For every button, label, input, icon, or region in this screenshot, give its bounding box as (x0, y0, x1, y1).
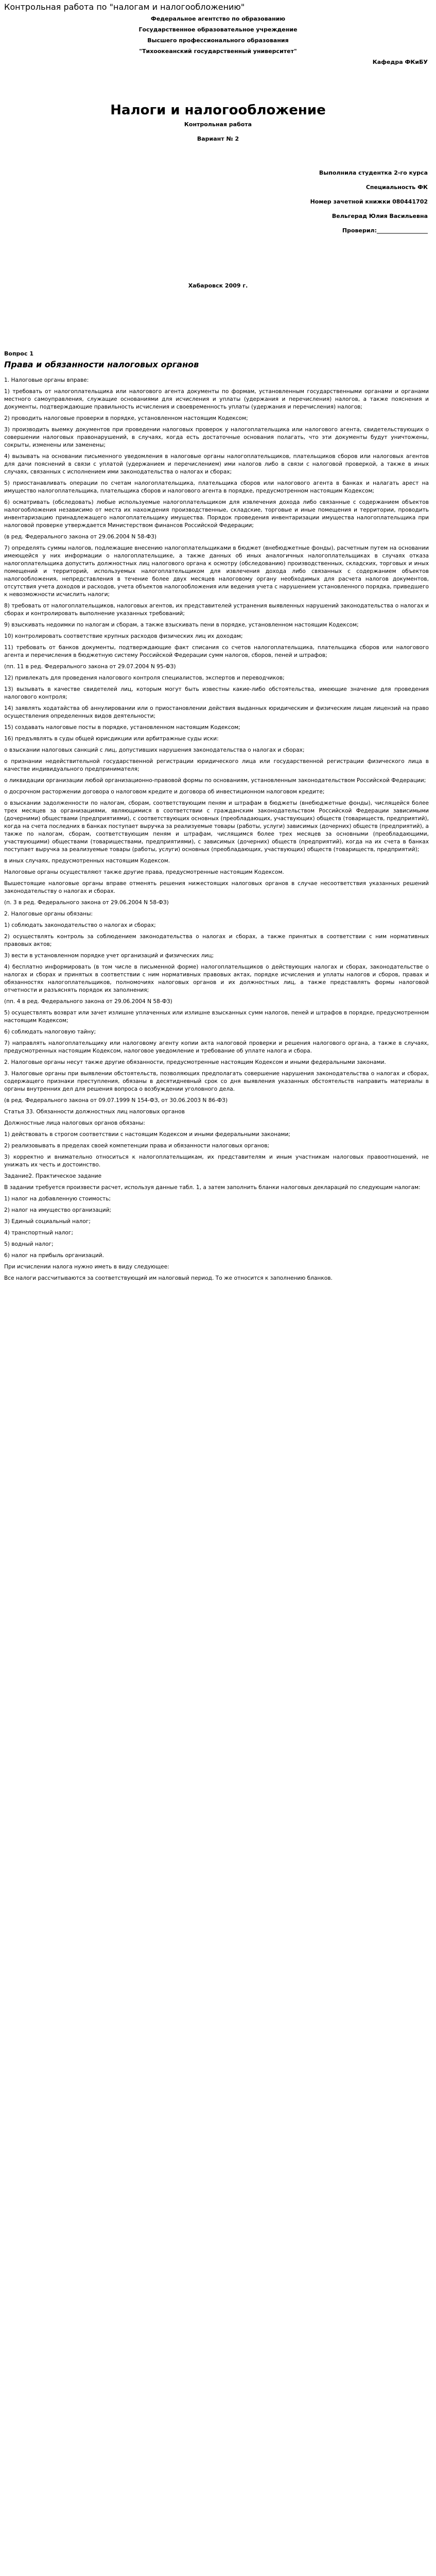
body-paragraph: 1. Налоговые органы вправе: (4, 377, 89, 383)
student-info-line: Специальность ФК (365, 184, 428, 191)
body-paragraph: 7) направлять налогоплательщику или налоговому агенту копии акта налоговой проверки и решения налогового органа, а также в случаях, предусмотренных настоящим Кодексом, налоговое уведомление и требование об уплате налога и сбора. (4, 1040, 429, 1054)
body-paragraph: 2. Налоговые органы обязаны: (4, 911, 93, 917)
body-paragraph: 2) осуществлять контроль за соблюдением законодательства о налогах и сборах, а также принятых в соответствии с ним нормативных правовых актов; (4, 934, 429, 947)
body-paragraph: 1) соблюдать законодательство о налогах и сборах; (4, 922, 156, 928)
body-paragraph: 9) взыскивать недоимки по налогам и сборам, а также взыскивать пени в порядке, установленном настоящим Кодексом; (4, 622, 359, 628)
variant: Вариант № 2 (197, 135, 239, 142)
body-paragraph: Должностные лица налоговых органов обязаны: (4, 1120, 145, 1126)
body-paragraph: Вышестоящие налоговые органы вправе отменять решения нижестоящих налоговых органов в случае несоответствия указанных решений законодательству о налогах и сборах. (4, 880, 429, 894)
body-paragraph: Задание2. Практическое задание (4, 1173, 102, 1179)
institution-header (0, 13, 436, 57)
body-paragraph: 1) действовать в строгом соответствии с настоящим Кодексом и иными федеральными законами; (4, 1131, 291, 1138)
body-paragraph: 7) определять суммы налогов, подлежащие внесению налогоплательщиками в бюджет (внебюджетные фонды), расчетным путем на основании имеющейся у них информации о налогоплательщике, а также данных об иных аналогичных налогоплательщиках в случаях отказа налогоплательщика допустить должностных лиц налогового органа к осмотру (обследованию) производственных, складских, торговых и иных помещений и территорий, используемых налогоплательщиком для извлечения дохода либо связанных с содержанием объектов налогообложения, непредставления в течение более двух месяцев налоговому органу необходимых для расчета налогов документов, отсутствия учета доходов и расходов, учета объектов налогообложения или ведения учета с нарушением установленного порядка, приведшего к невозможности исчислить налоги; (4, 545, 429, 598)
body-paragraph: 6) налог на прибыль организаций. (4, 1252, 104, 1259)
header-line: Государственное образовательное учреждение (138, 26, 298, 33)
body-paragraph: 6) осматривать (обследовать) любые используемые налогоплательщиком для извлечения дохода либо связанные с содержанием объектов налогообложения независимо от места их нахождения производственные, складские, торговые и иные помещения и территории, проводить инвентаризацию принадлежащего налогоплательщику имущества. Порядок проведения инвентаризации имущества налогоплательщика при налоговой проверке утверждается Министерством финансов Российской Федерации; (4, 499, 429, 529)
department: Кафедра ФКиБУ (372, 59, 428, 65)
body-paragraph: Статья 33. Обязанности должностных лиц налоговых органов (4, 1109, 185, 1115)
body-paragraph: 3) Единый социальный налог; (4, 1218, 91, 1225)
header-line: Высшего профессионального образования (147, 37, 289, 44)
body-paragraph: 13) вызывать в качестве свидетелей лиц, которым могут быть известны какие-либо обстоятельства, имеющие значение для проведения налогового контроля; (4, 686, 429, 700)
body-paragraph: При исчислении налога нужно иметь в виду следующее: (4, 1264, 169, 1270)
body-paragraph: Все налоги рассчитываются за соответствующий им налоговый период. То же относится к заполнению бланков. (4, 1275, 333, 1281)
city-year: Хабаровск 2009 г. (188, 282, 248, 289)
student-info-line: Проверил:__________________ (342, 227, 428, 234)
body-paragraph: 8) требовать от налогоплательщиков, налоговых агентов, их представителей устранения выявленных нарушений законодательства о налогах и сборах и контролировать выполнение указанных требований; (4, 603, 429, 617)
body-paragraph: о взыскании задолженности по налогам, сборам, соответствующим пеням и штрафам в бюджеты (внебюджетные фонды), числящейся более трех месяцев за организациями, являющимися в соответствии с гражданским законодательством Российской Федерации зависимыми (дочерними) обществами (предприятиями), с соответствующих основных (преобладающих, участвующих) обществ (товариществ, предприятий), когда на счета последних в банках поступает выручка за реализуемые товары (работы, услуги) зависимых (дочерних) обществ (предприятий), а также по налогам, сборам, соответствующим пеням и штрафам, числящимся более трех месяцев за основными (преобладающими, участвующими) обществами (товариществами, предприятиями), с зависимых (дочерних) обществ (предприятий), когда на их счета в банках поступает выручка за реализуемые товары (работы, услуги) основных (преобладающих, участвующих) обществ (товариществ, предприятий); (4, 800, 429, 853)
site-title: Контрольная работа по "налогам и налогообложению" (4, 2, 245, 12)
body-paragraph: (пп. 4 в ред. Федерального закона от 29.06.2004 N 58-ФЗ) (4, 998, 172, 1005)
body-paragraph: 11) требовать от банков документы, подтверждающие факт списания со счетов налогоплательщика, плательщика сборов или налогового агента и перечисления в бюджетную систему Российской Федерации сумм налогов, сборов, пеней и штрафов; (4, 645, 429, 658)
body-paragraph: (в ред. Федерального закона от 29.06.2004 N 58-ФЗ) (4, 534, 157, 540)
body-paragraph: 1) требовать от налогоплательщика или налогового агента документы по формам, установленным государственными органами и органами местного самоуправления, служащие основаниями для исчисления и уплаты (удержания и перечисления) налогов, а также пояснения и документы, подтверждающие правильность исчисления и своевременность уплаты (удержания и перечисления) налогов; (4, 388, 429, 410)
body-paragraph: 1) налог на добавленную стоимость; (4, 1196, 111, 1202)
body-paragraph: о ликвидации организации любой организационно-правовой формы по основаниям, установленным законодательством Российской Федерации; (4, 777, 426, 784)
body-paragraph: 2) реализовывать в пределах своей компетенции права и обязанности налоговых органов; (4, 1143, 270, 1149)
body-paragraph: 12) привлекать для проведения налогового контроля специалистов, экспертов и переводчиков; (4, 675, 285, 681)
body-paragraph: (пп. 11 в ред. Федерального закона от 29.07.2004 N 95-ФЗ) (4, 664, 176, 670)
body-paragraph: о взыскании налоговых санкций с лиц, допустивших нарушения законодательства о налогах и сборах; (4, 747, 305, 753)
body-paragraph: 16) предъявлять в суды общей юрисдикции или арбитражные суды иски: (4, 736, 219, 742)
body-paragraph: 3) корректно и внимательно относиться к налогоплательщикам, их представителям и иным участникам налоговых правоотношений, не унижать их честь и достоинство. (4, 1154, 429, 1168)
body-paragraph: 14) заявлять ходатайства об аннулировании или о приостановлении действия выданных юридическим и физическим лицам лицензий на право осуществления определенных видов деятельности; (4, 705, 429, 719)
body-paragraph: о досрочном расторжении договора о налоговом кредите и договора об инвестиционном налоговом кредите; (4, 789, 325, 795)
student-info-line: Номер зачетной книжки 080441702 (310, 198, 428, 205)
question-number: Вопрос 1 (4, 350, 33, 357)
body-paragraph: 5) осуществлять возврат или зачет излишне уплаченных или излишне взысканных сумм налогов, пеней и штрафов в порядке, предусмотренном настоящим Кодексом; (4, 1010, 429, 1024)
header-line: "Тихоокеанский государственный университет" (139, 48, 297, 55)
body-paragraph: 4) вызывать на основании письменного уведомления в налоговые органы налогоплательщиков, плательщиков сборов или налоговых агентов для дачи пояснений в связи с уплатой (удержанием и перечислением) ими налогов либо в связи с налоговой проверкой, а также в иных случаях, связанных с исполнением ими законодательства о налогах и сборах; (4, 453, 429, 475)
body-paragraph: в иных случаях, предусмотренных настоящим Кодексом. (4, 858, 170, 864)
student-info-line: Выполнила студентка 2-го курса (319, 170, 428, 176)
body-paragraph: 2. Налоговые органы несут также другие обязанности, предусмотренные настоящим Кодексом и иными федеральными законами. (4, 1059, 386, 1065)
body-paragraph: 3. Налоговые органы при выявлении обстоятельств, позволяющих предполагать совершение нарушения законодательства о налогах и сборах, содержащего признаки преступления, обязаны в десятидневный срок со дня выявления указанных обстоятельств направить материалы в органы внутренних дел для решения вопроса о возбуждении уголовного дела. (4, 1071, 429, 1092)
work-type: Контрольная работа (184, 121, 252, 128)
body-paragraph: 3) вести в установленном порядке учет организаций и физических лиц; (4, 953, 214, 959)
body-paragraph: 6) соблюдать налоговую тайну; (4, 1029, 96, 1035)
document-body (4, 377, 429, 1286)
body-paragraph: Налоговые органы осуществляют также другие права, предусмотренные настоящим Кодексом. (4, 869, 284, 875)
body-paragraph: 10) контролировать соответствие крупных расходов физических лиц их доходам; (4, 633, 243, 639)
body-paragraph: (в ред. Федерального закона от 09.07.1999 N 154-ФЗ, от 30.06.2003 N 86-ФЗ) (4, 1097, 228, 1104)
body-paragraph: 4) бесплатно информировать (в том числе в письменной форме) налогоплательщиков о действующих налогах и сборах, законодательстве о налогах и сборах и принятых в соответствии с ним нормативных правовых актах, порядке исчисления и уплаты налогов и сборов, правах и обязанностях налогоплательщиков, полномочиях налоговых органов и их должностных лиц, а также представлять формы налоговой отчетности и разъяснять порядок их заполнения; (4, 964, 429, 993)
section-heading: Права и обязанности налоговых органов (4, 360, 199, 369)
page-title: Налоги и налогообложение (110, 103, 326, 118)
body-paragraph: 4) транспортный налог; (4, 1230, 74, 1236)
student-info (310, 166, 428, 238)
body-paragraph: 2) налог на имущество организаций; (4, 1207, 112, 1213)
body-paragraph: (п. 3 в ред. Федерального закона от 29.06.2004 N 58-ФЗ) (4, 900, 169, 906)
body-paragraph: 15) создавать налоговые посты в порядке, установленном настоящим Кодексом; (4, 724, 240, 731)
body-paragraph: 2) проводить налоговые проверки в порядке, установленном настоящим Кодексом; (4, 415, 248, 421)
header-line: Федеральное агентство по образованию (150, 15, 286, 22)
body-paragraph: 5) водный налог; (4, 1241, 54, 1247)
student-info-line: Вельгерад Юлия Васильевна (332, 213, 428, 219)
body-paragraph: о признании недействительной государственной регистрации юридического лица или государственной регистрации физического лица в качестве индивидуального предпринимателя; (4, 758, 429, 772)
body-paragraph: 3) производить выемку документов при проведении налоговых проверок у налогоплательщика или налогового агента, свидетельствующих о совершении налоговых правонарушений, в случаях, когда есть достаточные основания полагать, что эти документы будут уничтожены, сокрыты, изменены или заменены; (4, 427, 429, 448)
body-paragraph: 5) приостанавливать операции по счетам налогоплательщика, плательщика сборов или налогового агента в банках и налагать арест на имущество налогоплательщика, плательщика сборов и налогового агента в порядке, предусмотренном настоящим Кодексом; (4, 480, 429, 494)
body-paragraph: В задании требуется произвести расчет, используя данные табл. 1, а затем заполнить бланки налоговых деклараций по следующим налогам: (4, 1184, 421, 1191)
